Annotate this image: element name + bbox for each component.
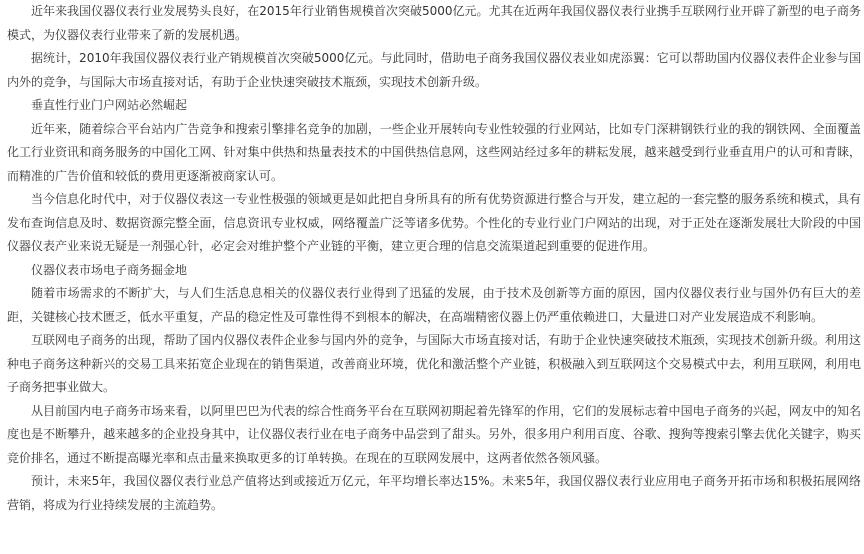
- section-heading-vertical-portals: 垂直性行业门户网站必然崛起: [31, 98, 188, 112]
- paragraph-intro: 近年来我国仪器仪表行业发展势头良好，在2015年行业销售规模首次突破5000亿元。尤其在近两年我国仪器仪表行业携手互联网行业开辟了新型的电子商务模式，为仪器仪表行业带来了新的发展机遇。: [7, 4, 861, 42]
- paragraph-information-age: 当今信息化时代中，对于仪器仪表这一专业性极强的领域更是如此把自身所具有的所有优势资源进行整合与开发，建立起的一套完整的服务系统和模式，具有发布查询信息及时、数据资源完整全面，信息资讯专业权威，网络覆盖广泛等诸多优势。个性化的专业行业门户网站的出现，对于正处在逐渐发展壮大阶段的中国仪器仪表产业来说无疑是一剂强心针，必定会对维护整个产业链的平衡，建立更合理的信息交流渠道起到重要的促进作用。: [7, 192, 861, 253]
- paragraph-domestic-market: 从目前国内电子商务市场来看，以阿里巴巴为代表的综合性商务平台在互联网初期起着先锋军的作用，它们的发展标志着中国电子商务的兴起，网友中的知名度也是不断攀升，越来越多的企业投身其中，让仪器仪表行业在电子商务中品尝到了甜头。另外，很多用户利用百度、谷歌、搜狗等搜索引擎去优化关键字，购买竞价排名，通过不断提高曝光率和点击量来换取更多的订单转换。在现在的互联网发展中，这两者依然各领风骚。: [7, 403, 861, 465]
- paragraph-market-demand: 随着市场需求的不断扩大，与人们生活息息相关的仪器仪表行业得到了迅猛的发展，由于技术及创新等方面的原因，国内仪器仪表行业与国外仍有巨大的差距，关键核心技术匮乏，低水平重复，产品的稳定性及可靠性得不到根本的解决，在高端精密仪器上仍严重依赖进口，大量进口对产业发展造成不利影响。: [7, 286, 861, 324]
- paragraph-forecast: 预计，未来5年，我国仪器仪表行业总产值将达到或接近万亿元，年平均增长率达15%。未来5年，我国仪器仪表行业应用电子商务开拓市场和积极拓展网络营销，将成为行业持续发展的主流趋势。: [7, 474, 861, 512]
- paragraph-statistics: 据统计，2010年我国仪器仪表行业产销规模首次突破5000亿元。与此同时，借助电子商务我国仪器仪表业如虎添翼：它可以帮助国内仪器仪表件企业参与国内外的竞争，与国际大市场直接对话，有助于企业快速突破技术瓶颈，实现技术创新升级。: [7, 51, 861, 89]
- paragraph-vertical-portals: 近年来，随着综合平台站内广告竞争和搜索引擎排名竞争的加剧，一些企业开展转向专业性较强的行业网站，比如专门深耕钢铁行业的我的钢铁网、全面覆盖化工行业资讯和商务服务的中国化工网、针对集中供热和热量表技术的中国供热信息网，这些网站经过多年的耕耘发展，越来越受到行业垂直用户的认可和青睐，而精准的广告价值和较低的费用更逐渐被商家认可。: [7, 121, 861, 183]
- paragraph-internet-ecommerce: 互联网电子商务的出现，帮助了国内仪器仪表件企业参与国内外的竞争，与国际大市场直接对话，有助于企业快速突破技术瓶颈，实现技术创新升级。利用这种电子商务这种新兴的交易工具来拓宽企业现在的销售渠道，改善商业环境，优化和激活整个产业链，积极融入到互联网这个交易模式中去，利用互联网，利用电子商务把事业做大。: [7, 333, 861, 394]
- section-heading-ecommerce-market: 仪器仪表市场电子商务掘金地: [31, 262, 188, 277]
